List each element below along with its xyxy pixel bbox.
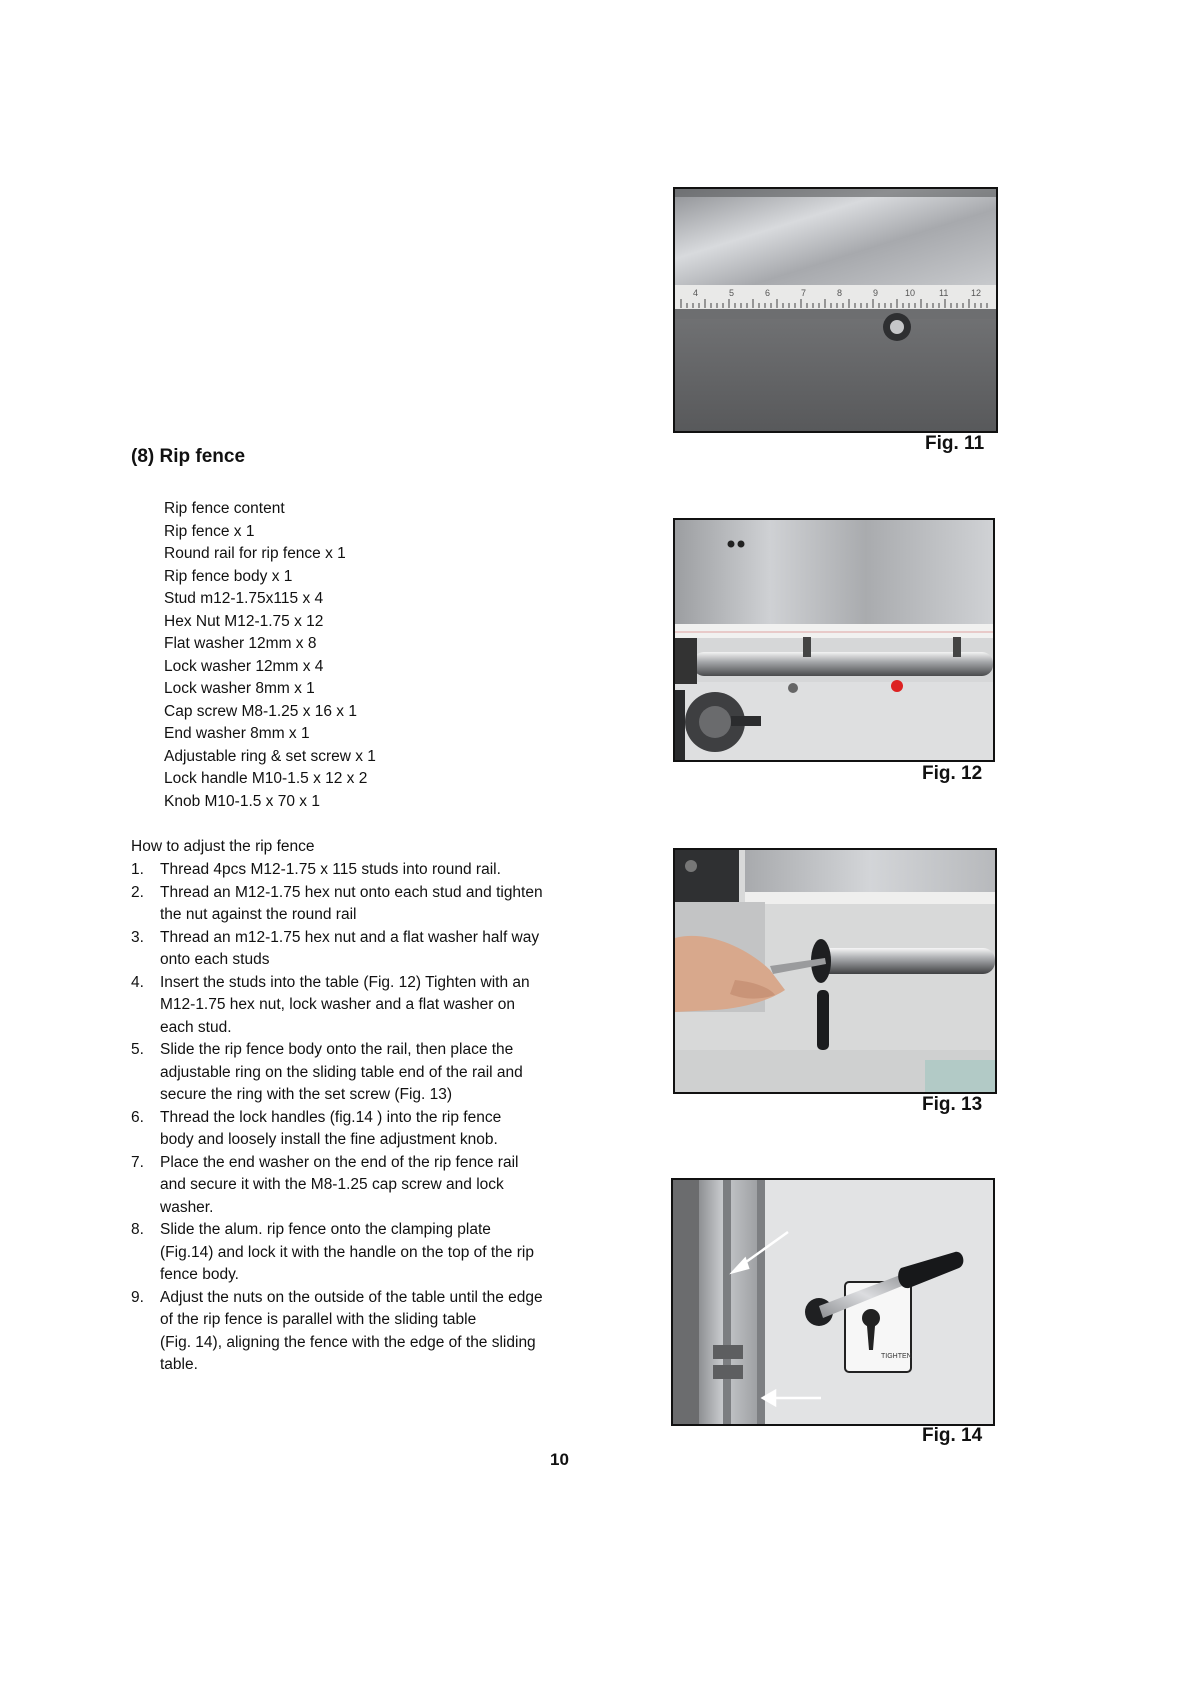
- step-line: Insert the studs into the table (Fig. 12) Tighten with an: [160, 973, 530, 991]
- scale-number: 12: [971, 288, 982, 298]
- step-line: M12-1.75 hex nut, lock washer and a flat washer on: [160, 996, 515, 1013]
- step-8: [131, 1219, 591, 1287]
- step-line: Thread an m12-1.75 hex nut and a flat washer half way: [160, 928, 540, 946]
- list-item: Flat washer 12mm x 8: [164, 635, 317, 652]
- step-text: [160, 972, 591, 1040]
- list-item: Stud m12-1.75x115 x 4: [164, 590, 324, 607]
- section-title: (8) Rip fence: [131, 446, 246, 467]
- step-line: Thread an M12-1.75 hex nut onto each stud and tighten: [160, 883, 543, 901]
- step-number: 5.: [131, 1041, 144, 1058]
- step-line: of the rip fence is parallel with the sliding table: [160, 1311, 477, 1328]
- step-text: [160, 1219, 591, 1287]
- step-text: [160, 1152, 591, 1220]
- step-number: 2.: [131, 883, 144, 901]
- step-line: secure the ring with the set screw (Fig. 13): [160, 1086, 453, 1103]
- figure-11-photo: [673, 187, 998, 433]
- list-item: Adjustable ring & set screw x 1: [164, 747, 376, 765]
- figure-12-illustration: [675, 520, 993, 760]
- step-3: [131, 927, 591, 972]
- step-text: [160, 1039, 591, 1107]
- contents-list: [164, 498, 376, 813]
- scale-number: 8: [837, 288, 843, 298]
- step-number: 3.: [131, 928, 144, 946]
- page-number: 10: [550, 1450, 569, 1469]
- step-4: [131, 972, 591, 1040]
- figure-11-illustration: [675, 189, 996, 431]
- figure-12-caption: Fig. 12: [922, 763, 983, 784]
- step-line: (Fig.14) and lock it with the handle on the top of the rip: [160, 1243, 534, 1261]
- list-item: Hex Nut M12-1.75 x 12: [164, 612, 324, 630]
- step-number: 4.: [131, 973, 144, 991]
- step-6: [131, 1107, 591, 1152]
- step-line: washer.: [160, 1198, 214, 1216]
- list-item: End washer 8mm x 1: [164, 725, 310, 742]
- list-item: Rip fence body x 1: [164, 567, 293, 585]
- step-line: Slide the alum. rip fence onto the clamping plate: [160, 1221, 491, 1238]
- step-line: (Fig. 14), aligning the fence with the edge of the sliding: [160, 1333, 536, 1351]
- step-number: 8.: [131, 1221, 144, 1238]
- list-item: Lock washer 8mm x 1: [164, 680, 315, 697]
- step-9: [131, 1287, 591, 1377]
- step-line: onto each studs: [160, 951, 270, 968]
- step-text: [160, 1287, 591, 1377]
- step-7: [131, 1152, 591, 1220]
- figure-13-photo: [673, 848, 997, 1094]
- figure-11-caption: Fig. 11: [925, 433, 985, 454]
- figure-14-illustration: [673, 1180, 993, 1424]
- scale-number: 11: [939, 288, 949, 298]
- list-item: Lock handle M10-1.5 x 12 x 2: [164, 770, 368, 787]
- figure-14-photo: [671, 1178, 995, 1426]
- scale-number: 7: [801, 288, 807, 298]
- step-line: each stud.: [160, 1018, 232, 1036]
- step-line: table.: [160, 1356, 198, 1373]
- step-line: and secure it with the M8-1.25 cap screw and lock: [160, 1176, 504, 1193]
- step-line: Slide the rip fence body onto the rail, then place the: [160, 1041, 514, 1058]
- step-1: [131, 859, 591, 882]
- step-line: body and loosely install the fine adjustment knob.: [160, 1131, 498, 1148]
- scale-number: 6: [765, 288, 771, 298]
- figure-13-illustration: [675, 850, 995, 1092]
- steps-list: [131, 859, 591, 1377]
- step-number: 1.: [131, 861, 144, 878]
- scale-number: 4: [693, 288, 699, 298]
- step-line: the nut against the round rail: [160, 906, 357, 923]
- step-line: Adjust the nuts on the outside of the table until the edge: [160, 1288, 543, 1306]
- list-item: Lock washer 12mm x 4: [164, 657, 324, 675]
- step-line: adjustable ring on the sliding table end of the rail and: [160, 1063, 523, 1081]
- tighten-label: TIGHTEN: [881, 1353, 912, 1360]
- step-number: 6.: [131, 1108, 144, 1126]
- list-item: Round rail for rip fence x 1: [164, 545, 346, 562]
- step-text: [160, 1107, 591, 1152]
- step-text: [160, 927, 591, 972]
- figure-12-photo: [673, 518, 995, 762]
- step-5: [131, 1039, 591, 1107]
- figure-13-caption: Fig. 13: [922, 1094, 983, 1115]
- list-item: Knob M10-1.5 x 70 x 1: [164, 792, 320, 810]
- scale-number: 10: [905, 288, 916, 298]
- list-item: Cap screw M8-1.25 x 16 x 1: [164, 702, 357, 720]
- scale-number: 5: [729, 288, 735, 298]
- step-line: Place the end washer on the end of the rip fence rail: [160, 1153, 519, 1171]
- list-item: Rip fence x 1: [164, 522, 255, 540]
- howto-title: How to adjust the rip fence: [131, 838, 315, 855]
- step-line: fence body.: [160, 1266, 239, 1283]
- step-number: 9.: [131, 1288, 144, 1306]
- step-line: Thread the lock handles (fig.14 ) into the rip fence: [160, 1108, 502, 1126]
- step-text: [160, 882, 591, 927]
- step-2: [131, 882, 591, 927]
- scale-number: 9: [873, 288, 879, 298]
- step-line: Thread 4pcs M12-1.75 x 115 studs into round rail.: [160, 861, 501, 878]
- step-number: 7.: [131, 1153, 144, 1171]
- step-text: [160, 859, 591, 882]
- figure-14-caption: Fig. 14: [922, 1425, 983, 1446]
- contents-heading: Rip fence content: [164, 500, 285, 517]
